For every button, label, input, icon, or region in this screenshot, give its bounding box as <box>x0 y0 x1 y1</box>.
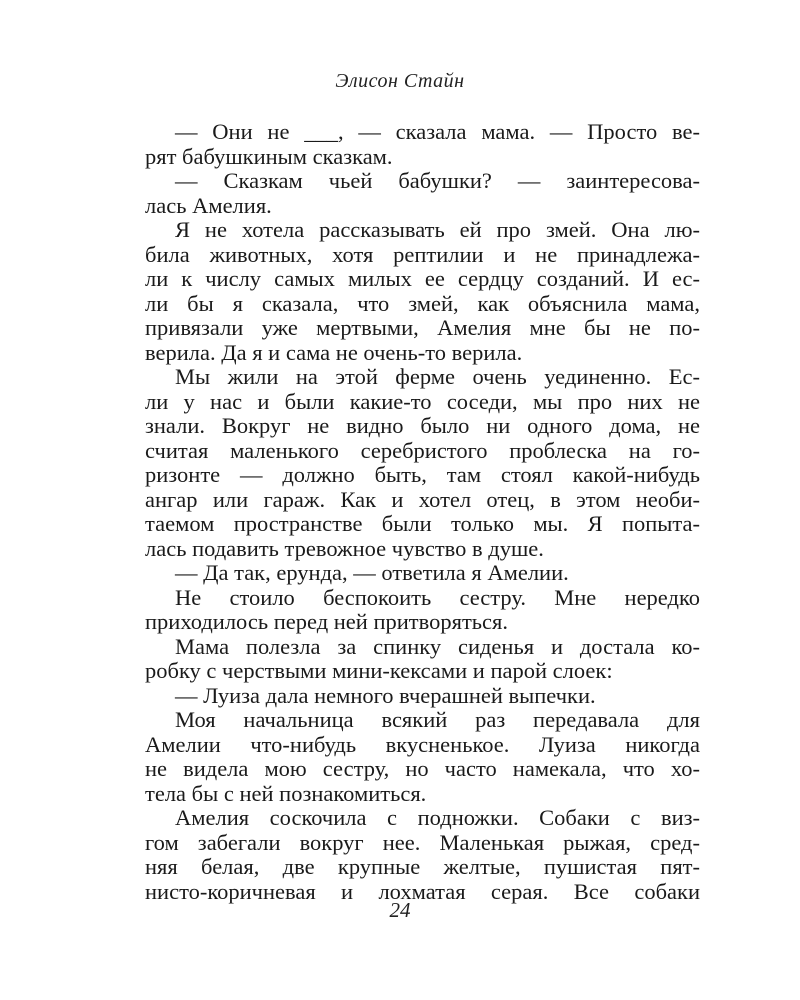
text-line: Мы жили на этой ферме очень уединенно. Ес- <box>175 364 700 389</box>
text-line: — Сказкам чьей бабушки? — заинтересова- <box>175 168 700 193</box>
text-line: — Они не ___, — сказала мама. — Просто ве- <box>175 119 700 144</box>
text-line: считая маленького серебристого проблеска на го- <box>145 437 700 463</box>
text-line: Амелии что-нибудь вкусненькое. Луиза никогда <box>145 731 700 757</box>
text-line: ли у нас и были какие-то соседи, мы про них не <box>145 388 700 414</box>
text-line: рят бабушкиным сказкам. <box>145 143 393 169</box>
text-line: Не стоило беспокоить сестру. Мне нередко <box>175 584 700 610</box>
text-line: няя белая, две крупные желтые, пушистая пят- <box>145 854 700 879</box>
page-number: 24 <box>389 898 411 922</box>
text-line: лась Амелия. <box>145 192 272 218</box>
running-header-author: Элисон Стайн <box>335 70 465 92</box>
text-line: ли к числу самых милых ее сердцу созданий. И ес- <box>145 266 700 291</box>
text-line: Я не хотела рассказывать ей про змей. Она лю- <box>175 217 700 242</box>
text-line: ризонте — должно быть, там стоял какой-нибудь <box>145 462 700 487</box>
text-line: нисто-коричневая и лохматая серая. Все собаки <box>145 878 700 904</box>
text-line: ангар или гараж. Как и хотел отец, в этом необи- <box>145 486 700 512</box>
text-line: — Да так, ерунда, — ответила я Амелии. <box>175 560 569 585</box>
text-line: Амелия соскочила с подножки. Собаки с виз- <box>175 805 700 830</box>
text-line: Моя начальница всякий раз передавала для <box>175 707 700 732</box>
text-line: не видела мою сестру, но часто намекала, что хо- <box>145 756 700 781</box>
text-line: робку с черствыми мини-кексами и парой слоек: <box>145 658 613 683</box>
text-line: лась подавить тревожное чувство в душе. <box>145 535 544 561</box>
text-line: гом забегали вокруг нее. Маленькая рыжая, сред- <box>145 829 700 855</box>
text-line: знали. Вокруг не видно было ни одного дома, не <box>145 413 700 438</box>
text-line: приходилось перед ней притворяться. <box>145 609 508 634</box>
text-line: верила. Да я и сама не очень-то верила. <box>145 339 523 365</box>
text-line: била животных, хотя рептилии и не принадлежа- <box>145 241 700 267</box>
text-line: тела бы с ней познакомиться. <box>145 780 427 806</box>
body-text <box>145 120 700 904</box>
text-line: привязали уже мертвыми, Амелия мне бы не по- <box>145 315 700 340</box>
text-line: — Луиза дала немного вчерашней выпечки. <box>175 682 596 708</box>
text-line: таемом пространстве были только мы. Я попыта- <box>145 511 700 536</box>
text-line: ли бы я сказала, что змей, как объяснила мама, <box>145 290 700 316</box>
text-line: Мама полезла за спинку сиденья и достала ко- <box>175 633 700 659</box>
